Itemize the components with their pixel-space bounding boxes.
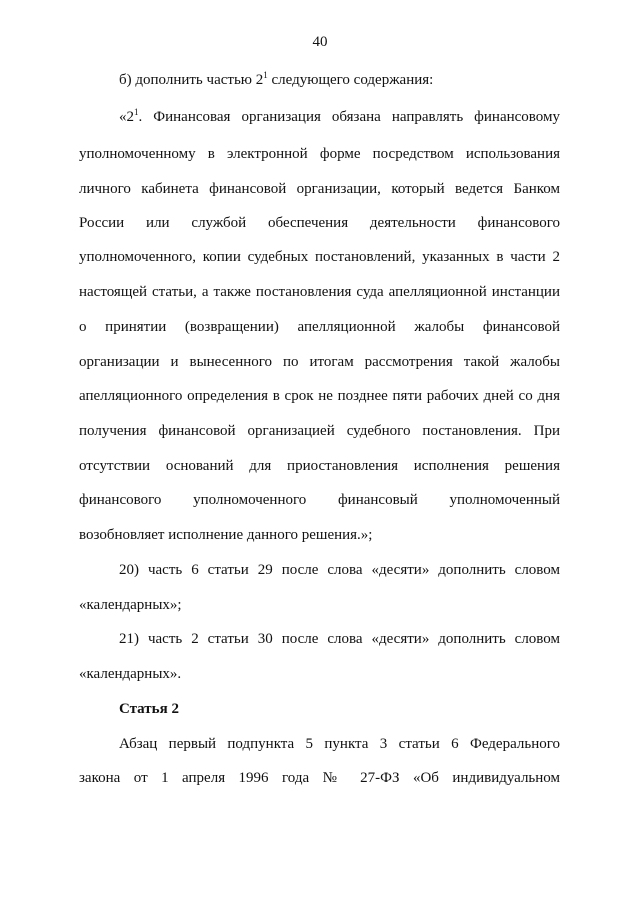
item-20-continuation: «календарных»; [79, 597, 182, 613]
quote-line: организации и вынесенного по итогам рассмотрения такой жалобы [79, 354, 560, 370]
quote-open-text: «2 [119, 109, 134, 125]
quote-line: финансового уполномоченного финансовый уполномоченный [79, 492, 560, 508]
quote-line: настоящей статьи, а также постановления суда апелляционной инстанции [79, 284, 560, 300]
item-21-continuation: «календарных». [79, 666, 182, 682]
quote-line: уполномоченного, копии судебных постановлений, указанных в части 2 [79, 249, 560, 265]
article-heading: Статья 2 [119, 701, 179, 717]
quote-line: уполномоченному в электронной форме посредством использования [79, 146, 560, 162]
paragraph-b-text: б) дополнить частью 2 [119, 72, 264, 88]
quote-first-line [119, 107, 560, 127]
paragraph-b-text-end: следующего содержания: [267, 72, 434, 88]
item-21-line: 21) часть 2 статьи 30 после слова «десяти» дополнить словом [119, 631, 560, 647]
page-number: 40 [312, 34, 328, 50]
article-line: Абзац первый подпункта 5 пункта 3 статьи 6 Федерального [119, 736, 560, 752]
item-20-line: 20) часть 6 статьи 29 после слова «десяти» дополнить словом [119, 562, 560, 578]
quote-line: личного кабинета финансовой организации, который ведется Банком [79, 181, 560, 197]
article-line: закона от 1 апреля 1996 года № 27-ФЗ «Об индивидуальном [79, 770, 560, 786]
quote-line: о принятии (возвращении) апелляционной жалобы финансовой [79, 319, 560, 335]
quote-first-rest: . Финансовая организация обязана направлять финансовому [138, 109, 560, 125]
quote-line: России или службой обеспечения деятельности финансового [79, 215, 560, 231]
paragraph-b-superscript: 1 [263, 70, 268, 80]
quote-line: апелляционного определения в срок не позднее пяти рабочих дней со дня [79, 388, 560, 404]
quote-superscript: 1 [134, 107, 139, 117]
paragraph-b-line [119, 70, 560, 90]
quote-line: отсутствии оснований для приостановления исполнения решения [79, 458, 560, 474]
quote-line: получения финансовой организацией судебного постановления. При [79, 423, 560, 439]
quote-last-line: возобновляет исполнение данного решения.»; [79, 527, 373, 543]
